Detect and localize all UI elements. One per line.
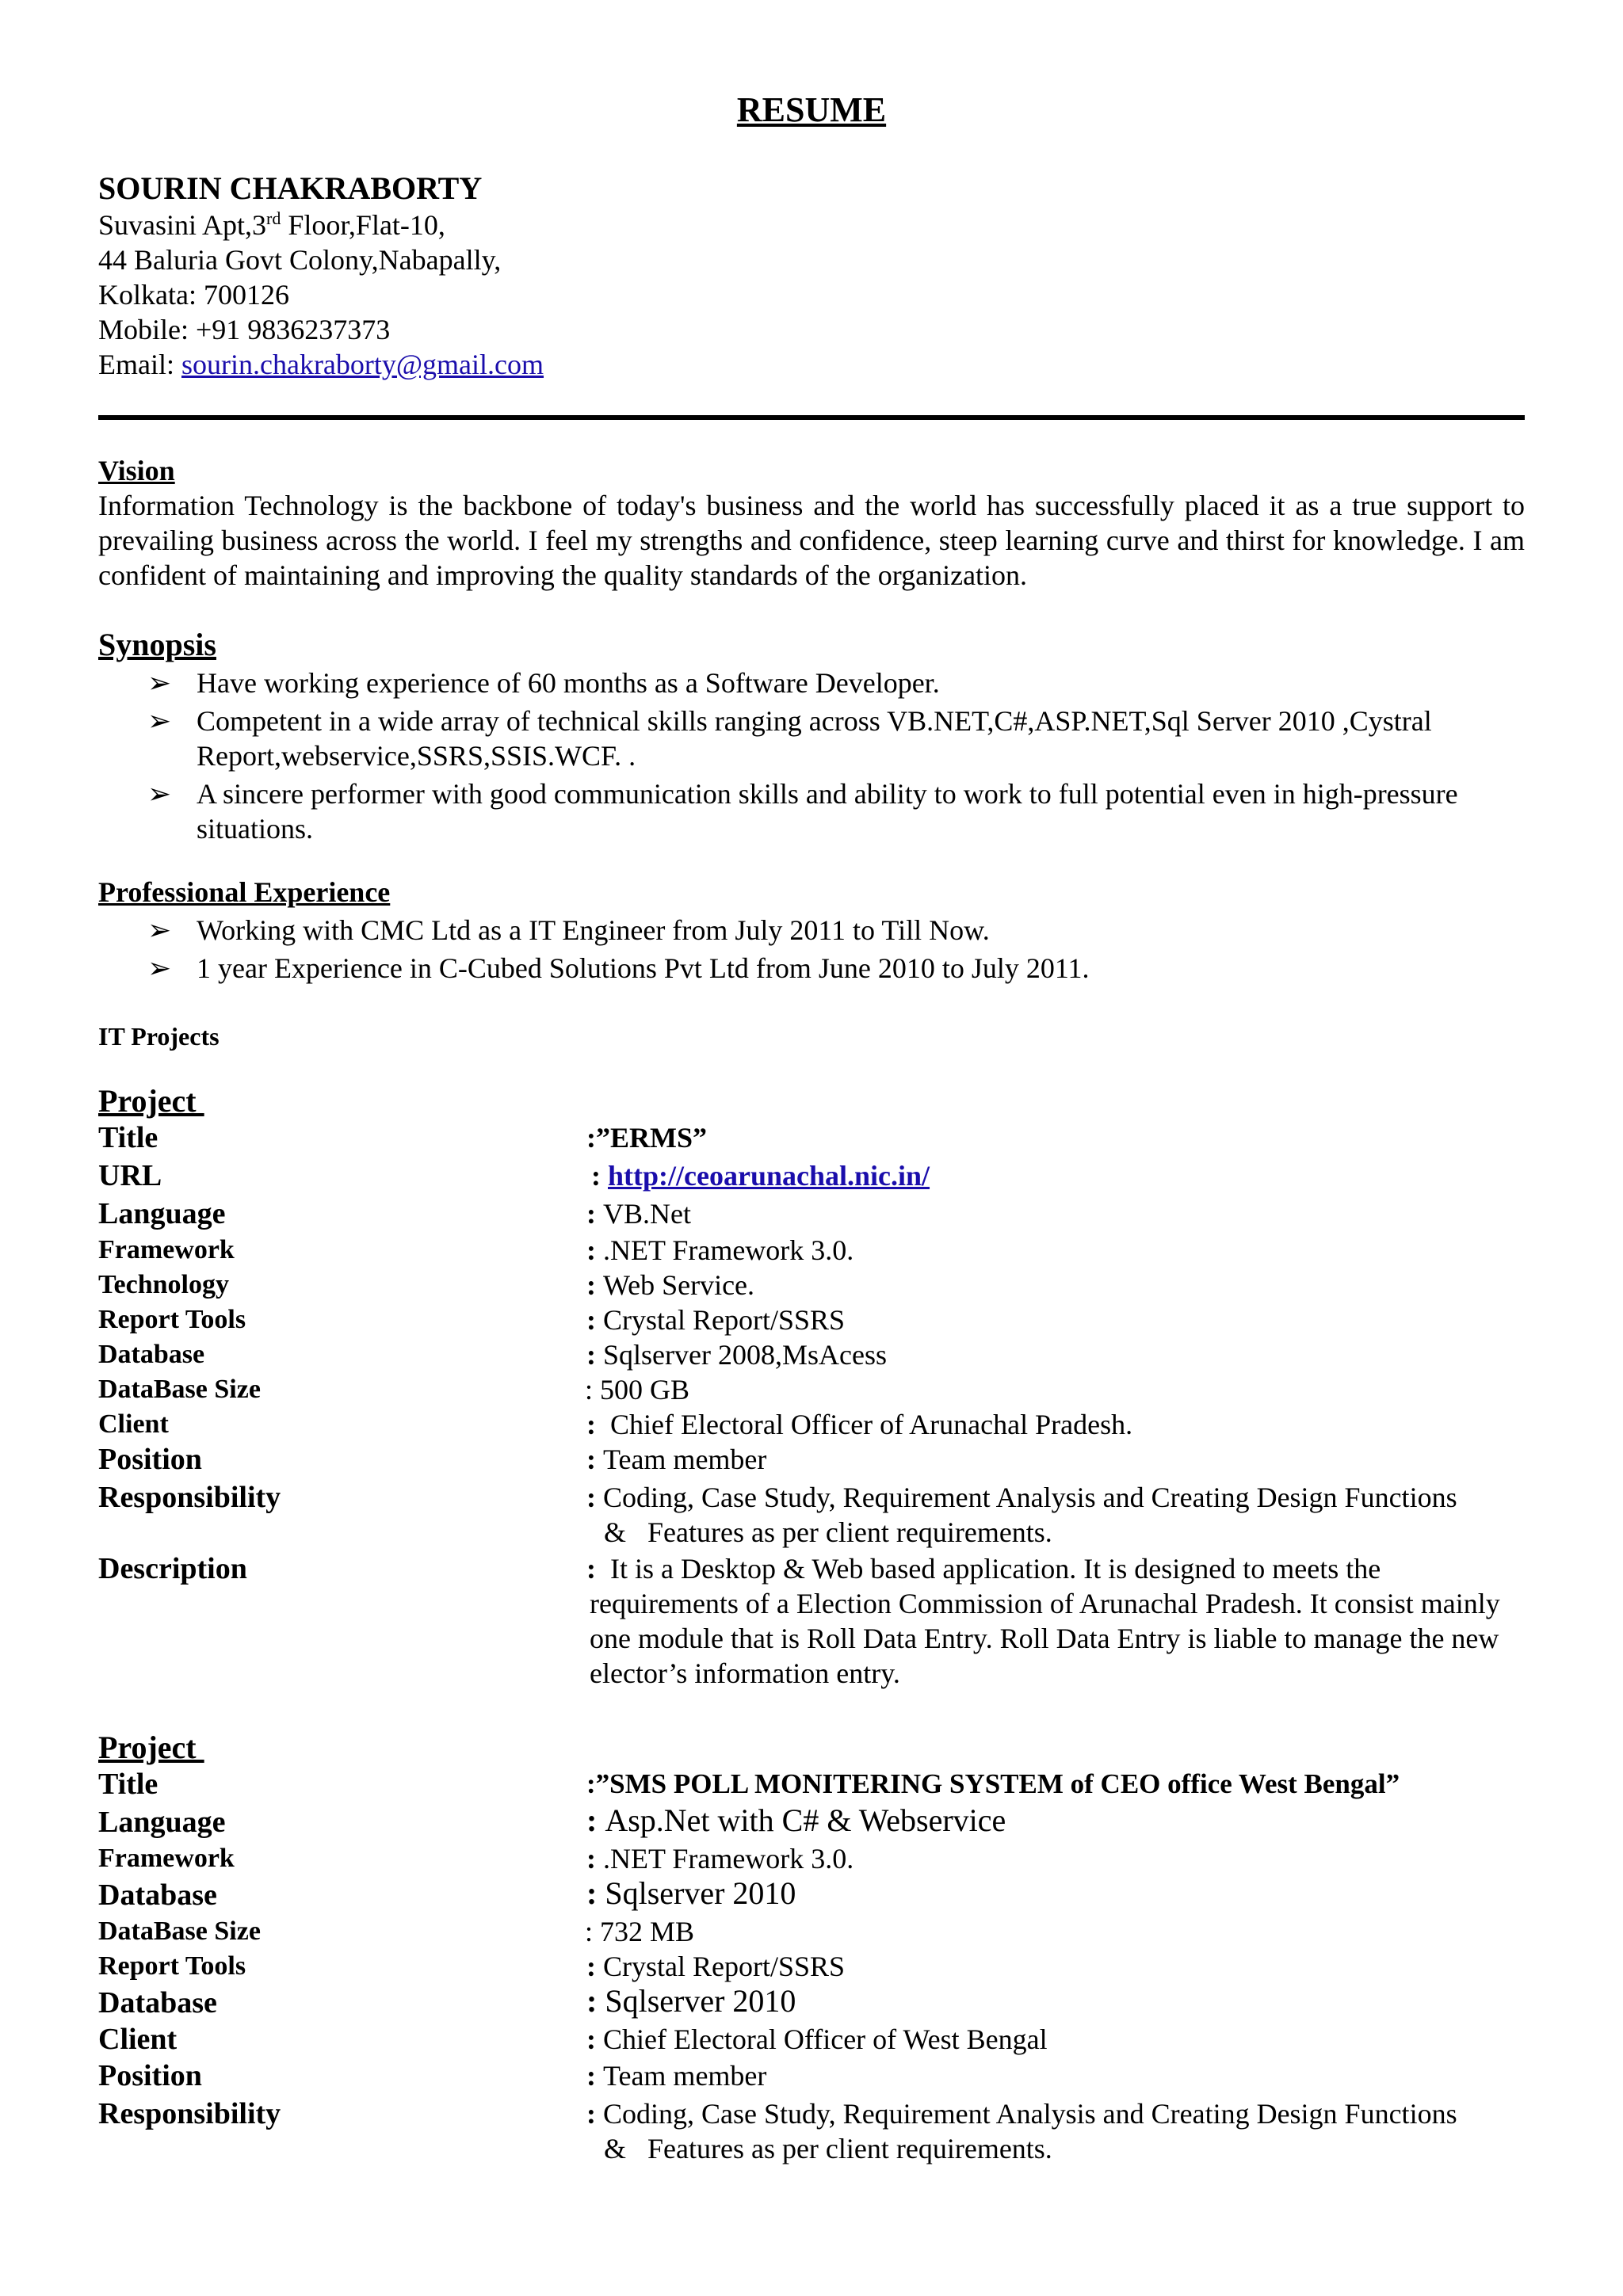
synopsis-item: A sincere performer with good communication skills and ability to work to full potential even in high-pressure situations. [197,778,1458,845]
bullet-icon: ➢ [147,667,172,699]
project-title-value: :”SMS POLL MONITERING SYSTEM of CEO office West Bengal” [586,1768,1400,1799]
project-title-label: Title [98,1768,158,1801]
page-title: RESUME [736,90,887,129]
project-framework-label: Framework [98,1235,235,1264]
project-responsibility-value-cont: & Features as per client requirements. [604,2133,1052,2164]
project-database-label: Database [98,1340,205,1369]
bullet-icon: ➢ [147,914,172,946]
project-database-value: : Sqlserver 2008,MsAcess [586,1339,887,1371]
project-language-label: Language [98,1806,226,1839]
project-url-label: URL [98,1159,162,1192]
candidate-name: SOURIN CHAKRABORTY [98,170,483,206]
project-database-label: Database [98,1878,217,1912]
project-database-value: : Sqlserver 2010 [586,1875,796,1911]
header-divider [98,415,1525,420]
project-framework-label: Framework [98,1844,235,1873]
project-report-value: : Crystal Report/SSRS [586,1304,846,1336]
project-description-line: : It is a Desktop & Web based application. It is designed to meets the [586,1553,1381,1585]
project-url-link[interactable]: http://ceoarunachal.nic.in/ [608,1160,930,1192]
email-link[interactable]: sourin.chakraborty@gmail.com [181,349,544,380]
project-heading: Project [98,1083,204,1119]
experience-heading: Professional Experience [98,876,391,908]
project-title-label: Title [98,1121,158,1154]
project-client-value: : Chief Electoral Officer of West Bengal [586,2023,1048,2055]
project-responsibility-value-cont: & Features as per client requirements. [604,1516,1052,1548]
project-position-label: Position [98,2059,202,2092]
project-report-label: Report Tools [98,1951,246,1981]
project-report-value: : Crystal Report/SSRS [586,1951,846,1982]
project-description-label: Description [98,1552,247,1585]
project-database-label: Database [98,1986,217,2019]
project-framework-value: : .NET Framework 3.0. [586,1234,854,1266]
mobile-number: Mobile: +91 9836237373 [98,314,391,345]
email-line [98,347,544,382]
project-responsibility-label: Responsibility [98,2097,281,2130]
project-framework-value: : .NET Framework 3.0. [586,1843,854,1875]
project-technology-label: Technology [98,1270,230,1299]
synopsis-item: Have working experience of 60 months as a Software Developer. [197,667,940,699]
experience-item: Working with CMC Ltd as a IT Engineer from July 2011 to Till Now. [197,914,990,946]
email-label: Email: [98,349,181,380]
project-title-value: :”ERMS” [586,1122,707,1154]
vision-heading: Vision [98,455,175,486]
bullet-icon: ➢ [147,705,172,737]
project-dbsize-label: DataBase Size [98,1917,261,1946]
project-language-label: Language [98,1197,226,1230]
project-technology-value: : Web Service. [586,1269,755,1301]
address-line-1: Suvasini Apt,3rd Floor,Flat-10, [98,208,445,241]
vision-text: Information Technology is the backbone of today's business and the world has successfully placed it as a true support to prevailing business across the world. I feel my strengths and confidence, steep learning curve and thirst for knowledge. I am confident of maintaining and improving the quality standards of the organization. [98,490,1525,591]
project-position-value: : Team member [586,2060,767,2092]
address-line-3: Kolkata: 700126 [98,279,289,311]
project-url-value: : http://ceoarunachal.nic.in/ [591,1160,930,1192]
project-heading: Project [98,1730,204,1765]
project-client-value: : Chief Electoral Officer of Arunachal Pradesh. [586,1409,1133,1440]
project-responsibility-label: Responsibility [98,1481,281,1514]
project-position-value: : Team member [586,1444,767,1475]
project-position-label: Position [98,1443,202,1476]
bullet-icon: ➢ [147,778,172,810]
project-description-line: requirements of a Election Commission of Arunachal Pradesh. It consist mainly [590,1588,1500,1619]
project-language-value: : VB.Net [586,1198,691,1230]
project-client-label: Client [98,2023,178,2056]
synopsis-heading: Synopsis [98,627,216,662]
bullet-icon: ➢ [147,952,172,984]
project-responsibility-value: : Coding, Case Study, Requirement Analysis and Creating Design Functions [586,1482,1457,1513]
project-description-line: elector’s information entry. [590,1657,900,1689]
project-language-value: : Asp.Net with C# & Webservice [586,1802,1006,1838]
it-projects-heading: IT Projects [98,1022,220,1051]
project-client-label: Client [98,1409,169,1439]
project-dbsize-value: : 500 GB [585,1374,690,1405]
address-line-2: 44 Baluria Govt Colony,Nabapally, [98,244,502,276]
synopsis-item: Competent in a wide array of technical skills ranging across VB.NET,C#,ASP.NET,Sql Server 2010 ,Cystral Report,webservice,SSRS,SSIS.WCF. . [197,705,1432,772]
project-dbsize-label: DataBase Size [98,1375,261,1404]
project-database-value: : Sqlserver 2010 [586,1983,796,2019]
project-report-label: Report Tools [98,1305,246,1334]
project-description-line: one module that is Roll Data Entry. Roll Data Entry is liable to manage the new [590,1623,1499,1654]
project-responsibility-value: : Coding, Case Study, Requirement Analysis and Creating Design Functions [586,2098,1457,2130]
experience-item: 1 year Experience in C-Cubed Solutions Pvt Ltd from June 2010 to July 2011. [197,952,1090,984]
project-dbsize-value: : 732 MB [585,1916,695,1947]
